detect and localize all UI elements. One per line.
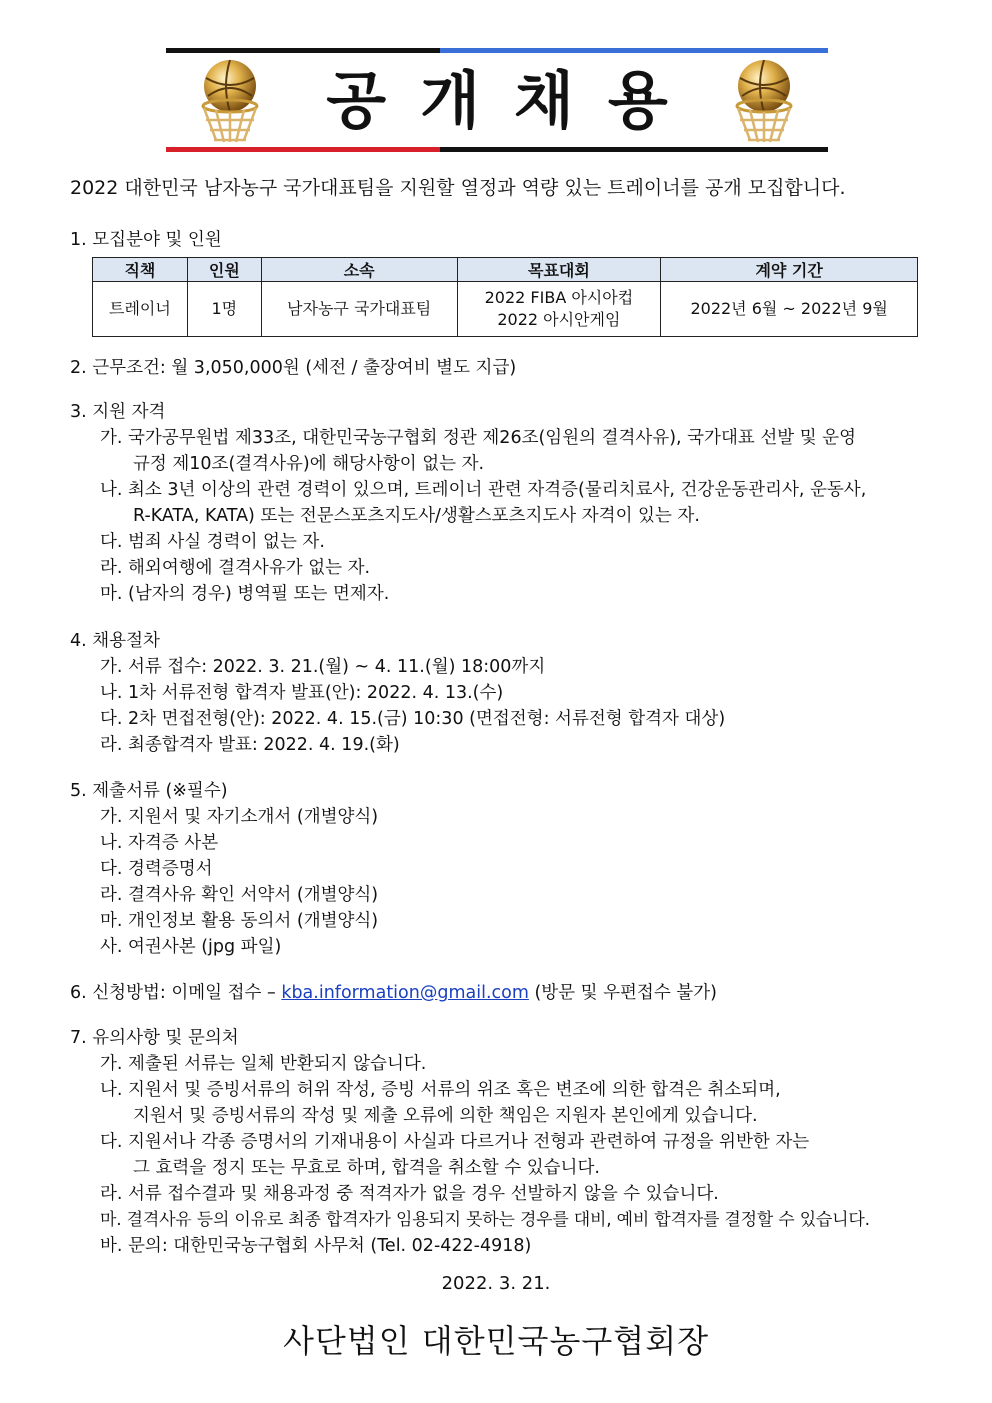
section-5-heading: 5. 제출서류 (※필수) — [70, 781, 228, 801]
list-item: 가. 제출된 서류는 일체 반환되지 않습니다. — [100, 1054, 427, 1074]
list-item: 가. 서류 접수: 2022. 3. 21.(월) ~ 4. 11.(월) 18:00까지 — [100, 657, 546, 677]
list-item: 가. 지원서 및 자기소개서 (개별양식) — [100, 807, 379, 827]
list-item-continued: 규정 제10조(결격사유)에 해당사항이 없는 자. — [133, 454, 485, 474]
table-row — [93, 282, 918, 337]
section-3-heading: 3. 지원 자격 — [70, 402, 166, 422]
list-item: 바. 문의: 대한민국농구협회 사무처 (Tel. 02-422-4918) — [100, 1236, 532, 1256]
apply-method-label: 6. 신청방법: 이메일 접수 – — [70, 983, 282, 1003]
column-header: 목표대회 — [457, 258, 661, 282]
section-2-heading: 2. 근무조건: 월 3,050,000원 (세전 / 출장여비 별도 지급) — [70, 358, 517, 378]
event-2: 2022 아시안게임 — [497, 310, 621, 329]
list-item: 나. 자격증 사본 — [100, 833, 219, 853]
section-4-heading: 4. 채용절차 — [70, 631, 160, 651]
list-item: 라. 최종합격자 발표: 2022. 4. 19.(화) — [100, 735, 400, 755]
list-item: 다. 경력증명서 — [100, 859, 213, 879]
header-banner — [166, 48, 828, 152]
list-item-continued: 지원서 및 증빙서류의 작성 및 제출 오류에 의한 책임은 지원자 본인에게 있습니다. — [133, 1106, 758, 1126]
recruit-table — [92, 257, 918, 337]
basketball-hoop-icon — [728, 58, 800, 144]
list-item: 마. 결격사유 등의 이유로 최종 합격자가 임용되지 못하는 경우를 대비, 예비 합격자를 결정할 수 있습니다. — [100, 1210, 870, 1230]
signature: 사단법인 대한민국농구협회장 — [282, 1322, 710, 1360]
cell-affiliation: 남자농구 국가대표팀 — [261, 282, 457, 337]
list-item: 나. 1차 서류전형 합격자 발표(안): 2022. 4. 13.(수) — [100, 683, 504, 703]
column-header: 인원 — [187, 258, 261, 282]
header-top-bar — [166, 48, 828, 53]
apply-method-note: (방문 및 우편접수 불가) — [528, 983, 717, 1003]
list-item: 라. 해외여행에 결격사유가 없는 자. — [100, 558, 371, 578]
email-link[interactable]: kba.information@gmail.com — [281, 983, 529, 1003]
intro-text: 2022 대한민국 남자농구 국가대표팀을 지원할 열정과 역량 있는 트레이너를 공개 모집합니다. — [70, 177, 846, 199]
list-item: 사. 여권사본 (jpg 파일) — [100, 937, 282, 957]
column-header: 소속 — [261, 258, 457, 282]
section-6-heading — [70, 980, 717, 1006]
list-item: 마. (남자의 경우) 병역필 또는 면제자. — [100, 584, 390, 604]
document-date: 2022. 3. 21. — [441, 1273, 551, 1294]
page-title: 공개채용 — [326, 64, 702, 137]
list-item: 다. 범죄 사실 경력이 없는 자. — [100, 532, 325, 552]
list-item-continued: R-KATA, KATA) 또는 전문스포츠지도사/생활스포츠지도사 자격이 있는 자. — [133, 506, 700, 526]
event-1: 2022 FIBA 아시아컵 — [484, 288, 634, 307]
header-bottom-bar — [166, 147, 828, 152]
list-item: 다. 2차 면접전형(안): 2022. 4. 15.(금) 10:30 (면접전형: 서류전형 합격자 대상) — [100, 709, 726, 729]
section-1-heading: 1. 모집분야 및 인원 — [70, 230, 222, 250]
column-header: 계약 기간 — [661, 258, 918, 282]
list-item: 라. 결격사유 확인 서약서 (개별양식) — [100, 885, 379, 905]
column-header: 직책 — [93, 258, 188, 282]
list-item: 나. 최소 3년 이상의 관련 경력이 있으며, 트레이너 관련 자격증(물리치료사, 건강운동관리사, 운동사, — [100, 480, 867, 500]
list-item: 가. 국가공무원법 제33조, 대한민국농구협회 정관 제26조(임원의 결격사유), 국가대표 선발 및 운영 — [100, 428, 856, 448]
cell-period: 2022년 6월 ~ 2022년 9월 — [661, 282, 918, 337]
list-item: 나. 지원서 및 증빙서류의 허위 작성, 증빙 서류의 위조 혹은 변조에 의한 합격은 취소되며, — [100, 1080, 781, 1100]
table-header-row — [93, 258, 918, 282]
list-item: 다. 지원서나 각종 증명서의 기재내용이 사실과 다르거나 전형과 관련하여 규정을 위반한 자는 — [100, 1132, 810, 1152]
list-item: 마. 개인정보 활용 동의서 (개별양식) — [100, 911, 379, 931]
list-item: 라. 서류 접수결과 및 채용과정 중 적격자가 없을 경우 선발하지 않을 수 있습니다. — [100, 1184, 719, 1204]
list-item-continued: 그 효력을 정지 또는 무효로 하며, 합격을 취소할 수 있습니다. — [133, 1158, 600, 1178]
section-7-heading: 7. 유의사항 및 문의처 — [70, 1028, 239, 1048]
cell-count: 1명 — [187, 282, 261, 337]
cell-events — [457, 282, 661, 337]
cell-position: 트레이너 — [93, 282, 188, 337]
